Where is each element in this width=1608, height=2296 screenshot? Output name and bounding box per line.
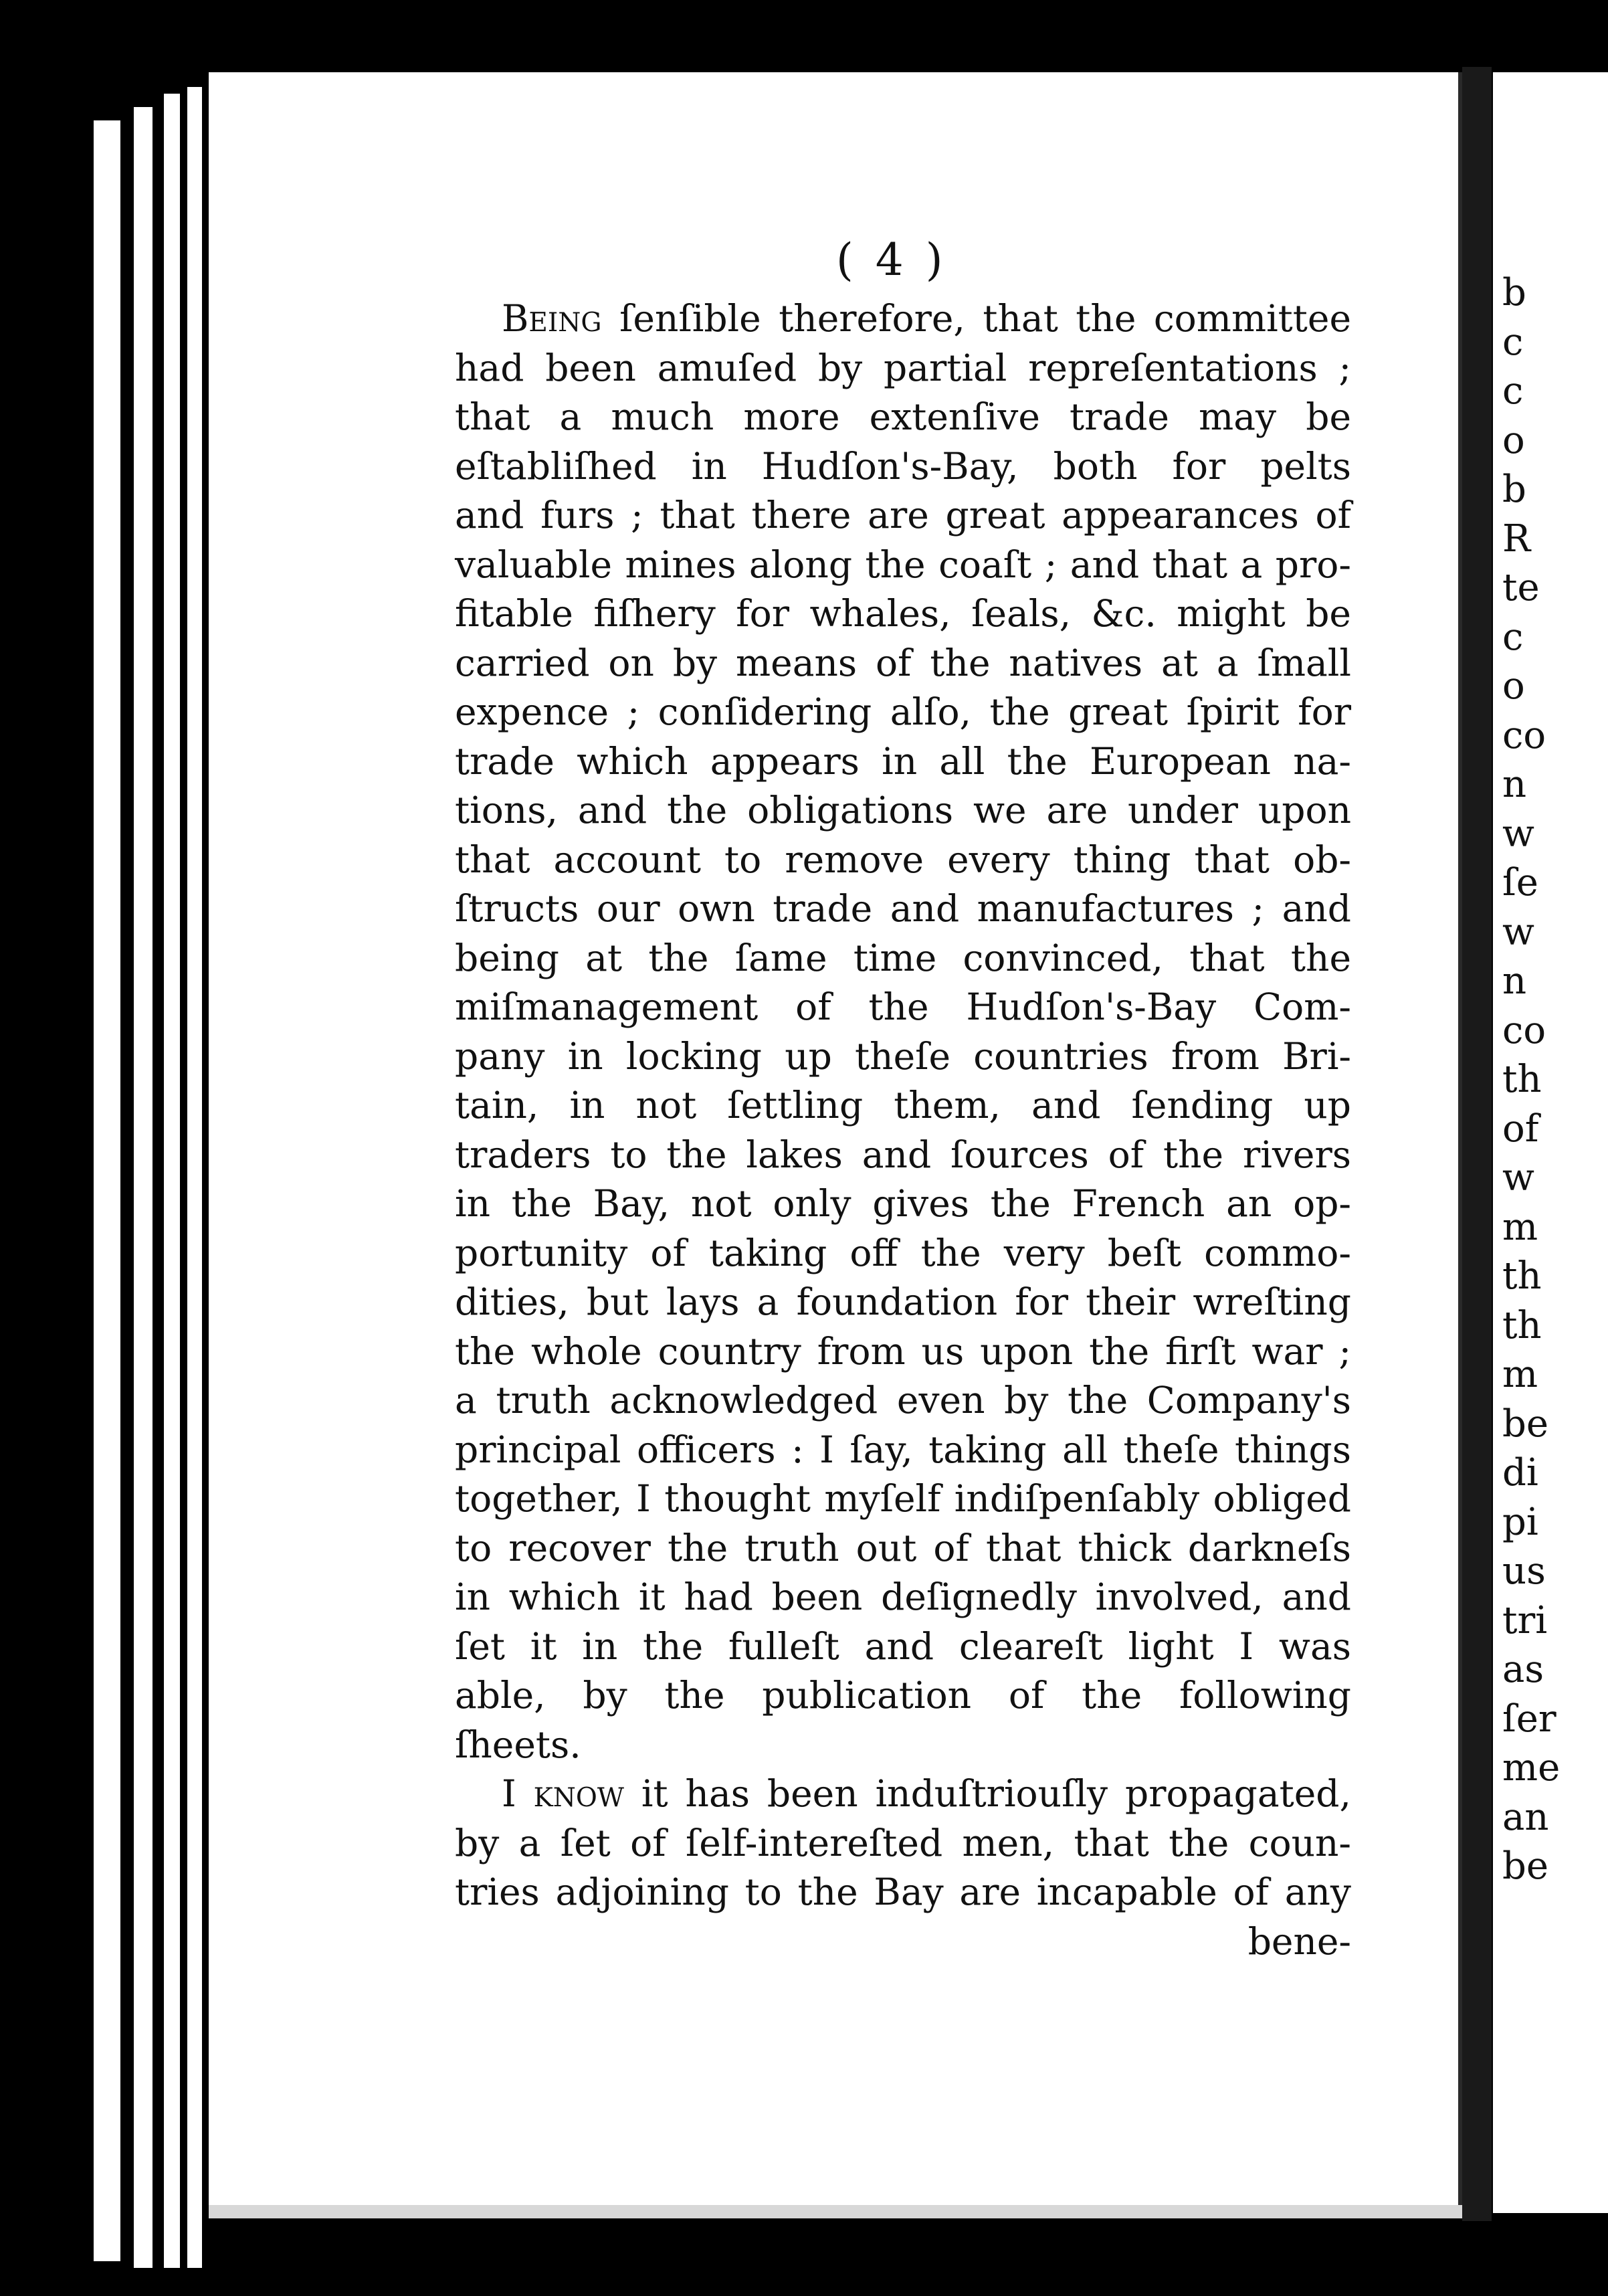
facing-page-fragment: o — [1502, 418, 1525, 462]
text-line — [455, 983, 1351, 1032]
page-edge — [94, 120, 120, 2261]
facing-page-fragment: m — [1502, 1205, 1538, 1249]
line-text: that account to remove every thing that ob- — [455, 838, 1351, 881]
text-line — [455, 1573, 1351, 1622]
text-line — [455, 1622, 1351, 1672]
text-line — [455, 589, 1351, 639]
facing-page-fragment: an — [1502, 1795, 1549, 1839]
text-line — [455, 1179, 1351, 1229]
text-line — [455, 1426, 1351, 1475]
line-text: miſmanagement of the Hudſon's-Bay Com- — [455, 985, 1351, 1028]
body-text — [455, 294, 1351, 1966]
facing-page-fragment: w — [1502, 811, 1534, 856]
page-number: ( 4 ) — [836, 234, 947, 286]
line-text: it has been induſtriouſly propagated, — [623, 1772, 1351, 1815]
facing-page-fragment: as — [1502, 1648, 1544, 1691]
line-text: portunity of taking off the very beſt commo- — [455, 1231, 1351, 1274]
text-line — [455, 442, 1351, 492]
page-edge — [134, 107, 153, 2268]
facing-page-fragment: pi — [1502, 1500, 1538, 1544]
line-text: the whole country from us upon the firſt war ; — [455, 1329, 1351, 1373]
line-text: traders to the lakes and ſources of the rivers — [455, 1133, 1351, 1176]
facing-page-fragment: te — [1502, 566, 1540, 609]
facing-page-fragment: co — [1502, 1008, 1546, 1052]
text-line — [455, 1032, 1351, 1082]
text-line — [455, 1229, 1351, 1278]
facing-page-fragment: th — [1502, 1303, 1542, 1347]
line-text: eſtabliſhed in Hudſon's-Bay, both for pelts — [455, 444, 1351, 488]
line-text: that a much more extenſive trade may be — [455, 395, 1351, 438]
facing-page-fragment: o — [1502, 664, 1525, 708]
page-edge — [164, 94, 180, 2268]
line-text: ſheets. — [455, 1723, 581, 1766]
line-text: carried on by means of the natives at a ſmall — [455, 641, 1351, 684]
text-line — [455, 344, 1351, 393]
text-line — [455, 393, 1351, 442]
text-line — [455, 1278, 1351, 1327]
text-line — [455, 934, 1351, 983]
text-line — [455, 1327, 1351, 1377]
line-text: to recover the truth out of that thick darkneſs — [455, 1526, 1351, 1569]
facing-page-fragment: th — [1502, 1058, 1542, 1101]
facing-page-fragment: n — [1502, 959, 1527, 1003]
line-text: in which it had been deſignedly involved, and — [455, 1575, 1351, 1618]
text-line — [455, 1376, 1351, 1426]
facing-page-fragment: b — [1502, 271, 1526, 314]
text-line — [455, 639, 1351, 688]
line-text: tries adjoining to the Bay are incapable of any — [455, 1871, 1351, 1913]
line-text: expence ; conſidering alſo, the great ſpirit for — [455, 690, 1351, 733]
line-text: in the Bay, not only gives the French an op- — [455, 1182, 1351, 1225]
line-text: by a ſet of ſelf-intereſted men, that the coun- — [455, 1821, 1351, 1864]
line-text: a truth acknowledged even by the Company's — [455, 1379, 1351, 1422]
facing-page-fragment: R — [1502, 516, 1531, 561]
facing-page — [1493, 72, 1608, 2213]
facing-page-fragment: m — [1502, 1353, 1538, 1396]
text-line — [455, 1769, 1351, 1819]
line-text: had been amuſed by partial repreſentations ; — [455, 346, 1351, 389]
text-line — [455, 884, 1351, 934]
facing-page-fragment: w — [1502, 910, 1534, 954]
facing-page-fragment: ſe — [1502, 861, 1538, 904]
line-text: and furs ; that there are great appearances of — [455, 494, 1351, 537]
book-gutter — [1462, 67, 1492, 2221]
facing-page-fragment: be — [1502, 1844, 1548, 1888]
text-line — [455, 836, 1351, 885]
line-text: valuable mines along the coaſt ; and that a pro- — [455, 543, 1351, 586]
text-line — [455, 737, 1351, 787]
paragraph-lead-word: Being — [502, 297, 602, 340]
line-text: being at the ſame time convinced, that the — [455, 936, 1351, 979]
text-line — [455, 294, 1351, 344]
line-text: tain, in not ſettling them, and ſending up — [455, 1084, 1351, 1127]
facing-page-fragment: of — [1502, 1107, 1539, 1151]
facing-page-fragment: me — [1502, 1746, 1561, 1790]
text-line — [455, 491, 1351, 541]
facing-page-fragment: c — [1502, 369, 1524, 413]
text-line — [455, 1474, 1351, 1524]
line-text: ſenſible therefore, that the committee — [601, 297, 1351, 340]
text-line — [455, 1868, 1351, 1917]
page-edge — [187, 87, 202, 2268]
text-line — [455, 1081, 1351, 1131]
text-line — [455, 1131, 1351, 1180]
text-line — [455, 1524, 1351, 1573]
facing-page-fragment: c — [1502, 320, 1524, 364]
line-text: tions, and the obligations we are under upon — [455, 789, 1351, 832]
facing-page-fragment: co — [1502, 713, 1546, 757]
line-text: able, by the publication of the following — [455, 1674, 1351, 1717]
text-line — [455, 541, 1351, 590]
text-line — [455, 1819, 1351, 1869]
facing-page-fragment: us — [1502, 1549, 1546, 1593]
page-bottom-edge — [209, 2205, 1462, 2218]
line-text: trade which appears in all the European na- — [455, 739, 1351, 783]
facing-page-fragment: be — [1502, 1402, 1548, 1446]
line-text: pany in locking up theſe countries from Bri- — [455, 1034, 1351, 1078]
facing-page-fragment: n — [1502, 763, 1527, 806]
facing-page-fragment: ſer — [1502, 1697, 1556, 1741]
line-text: fitable fiſhery for whales, ſeals, &c. might be — [455, 592, 1351, 635]
line-text: dities, but lays a foundation for their wreſting — [455, 1280, 1351, 1323]
line-text: ſet it in the fulleſt and cleareſt light I was — [455, 1624, 1351, 1668]
text-line — [455, 688, 1351, 737]
text-line — [455, 1671, 1351, 1721]
text-line — [455, 1721, 1351, 1770]
facing-page-fragment: b — [1502, 468, 1526, 511]
line-text: ſtructs our own trade and manufactures ; and — [455, 887, 1351, 930]
text-line — [455, 786, 1351, 836]
catchword: bene- — [1247, 1919, 1351, 1963]
line-text: principal officers : I ſay, taking all theſe things — [455, 1428, 1351, 1471]
facing-page-fragment: w — [1502, 1156, 1534, 1200]
facing-page-fragment: c — [1502, 615, 1524, 659]
paragraph-lead-word: I know — [502, 1772, 624, 1815]
facing-page-fragment: tri — [1502, 1598, 1548, 1642]
line-text: together, I thought myſelf indiſpenſably obliged — [455, 1477, 1351, 1520]
facing-page-fragment: th — [1502, 1254, 1542, 1298]
facing-page-fragment: di — [1502, 1451, 1538, 1495]
